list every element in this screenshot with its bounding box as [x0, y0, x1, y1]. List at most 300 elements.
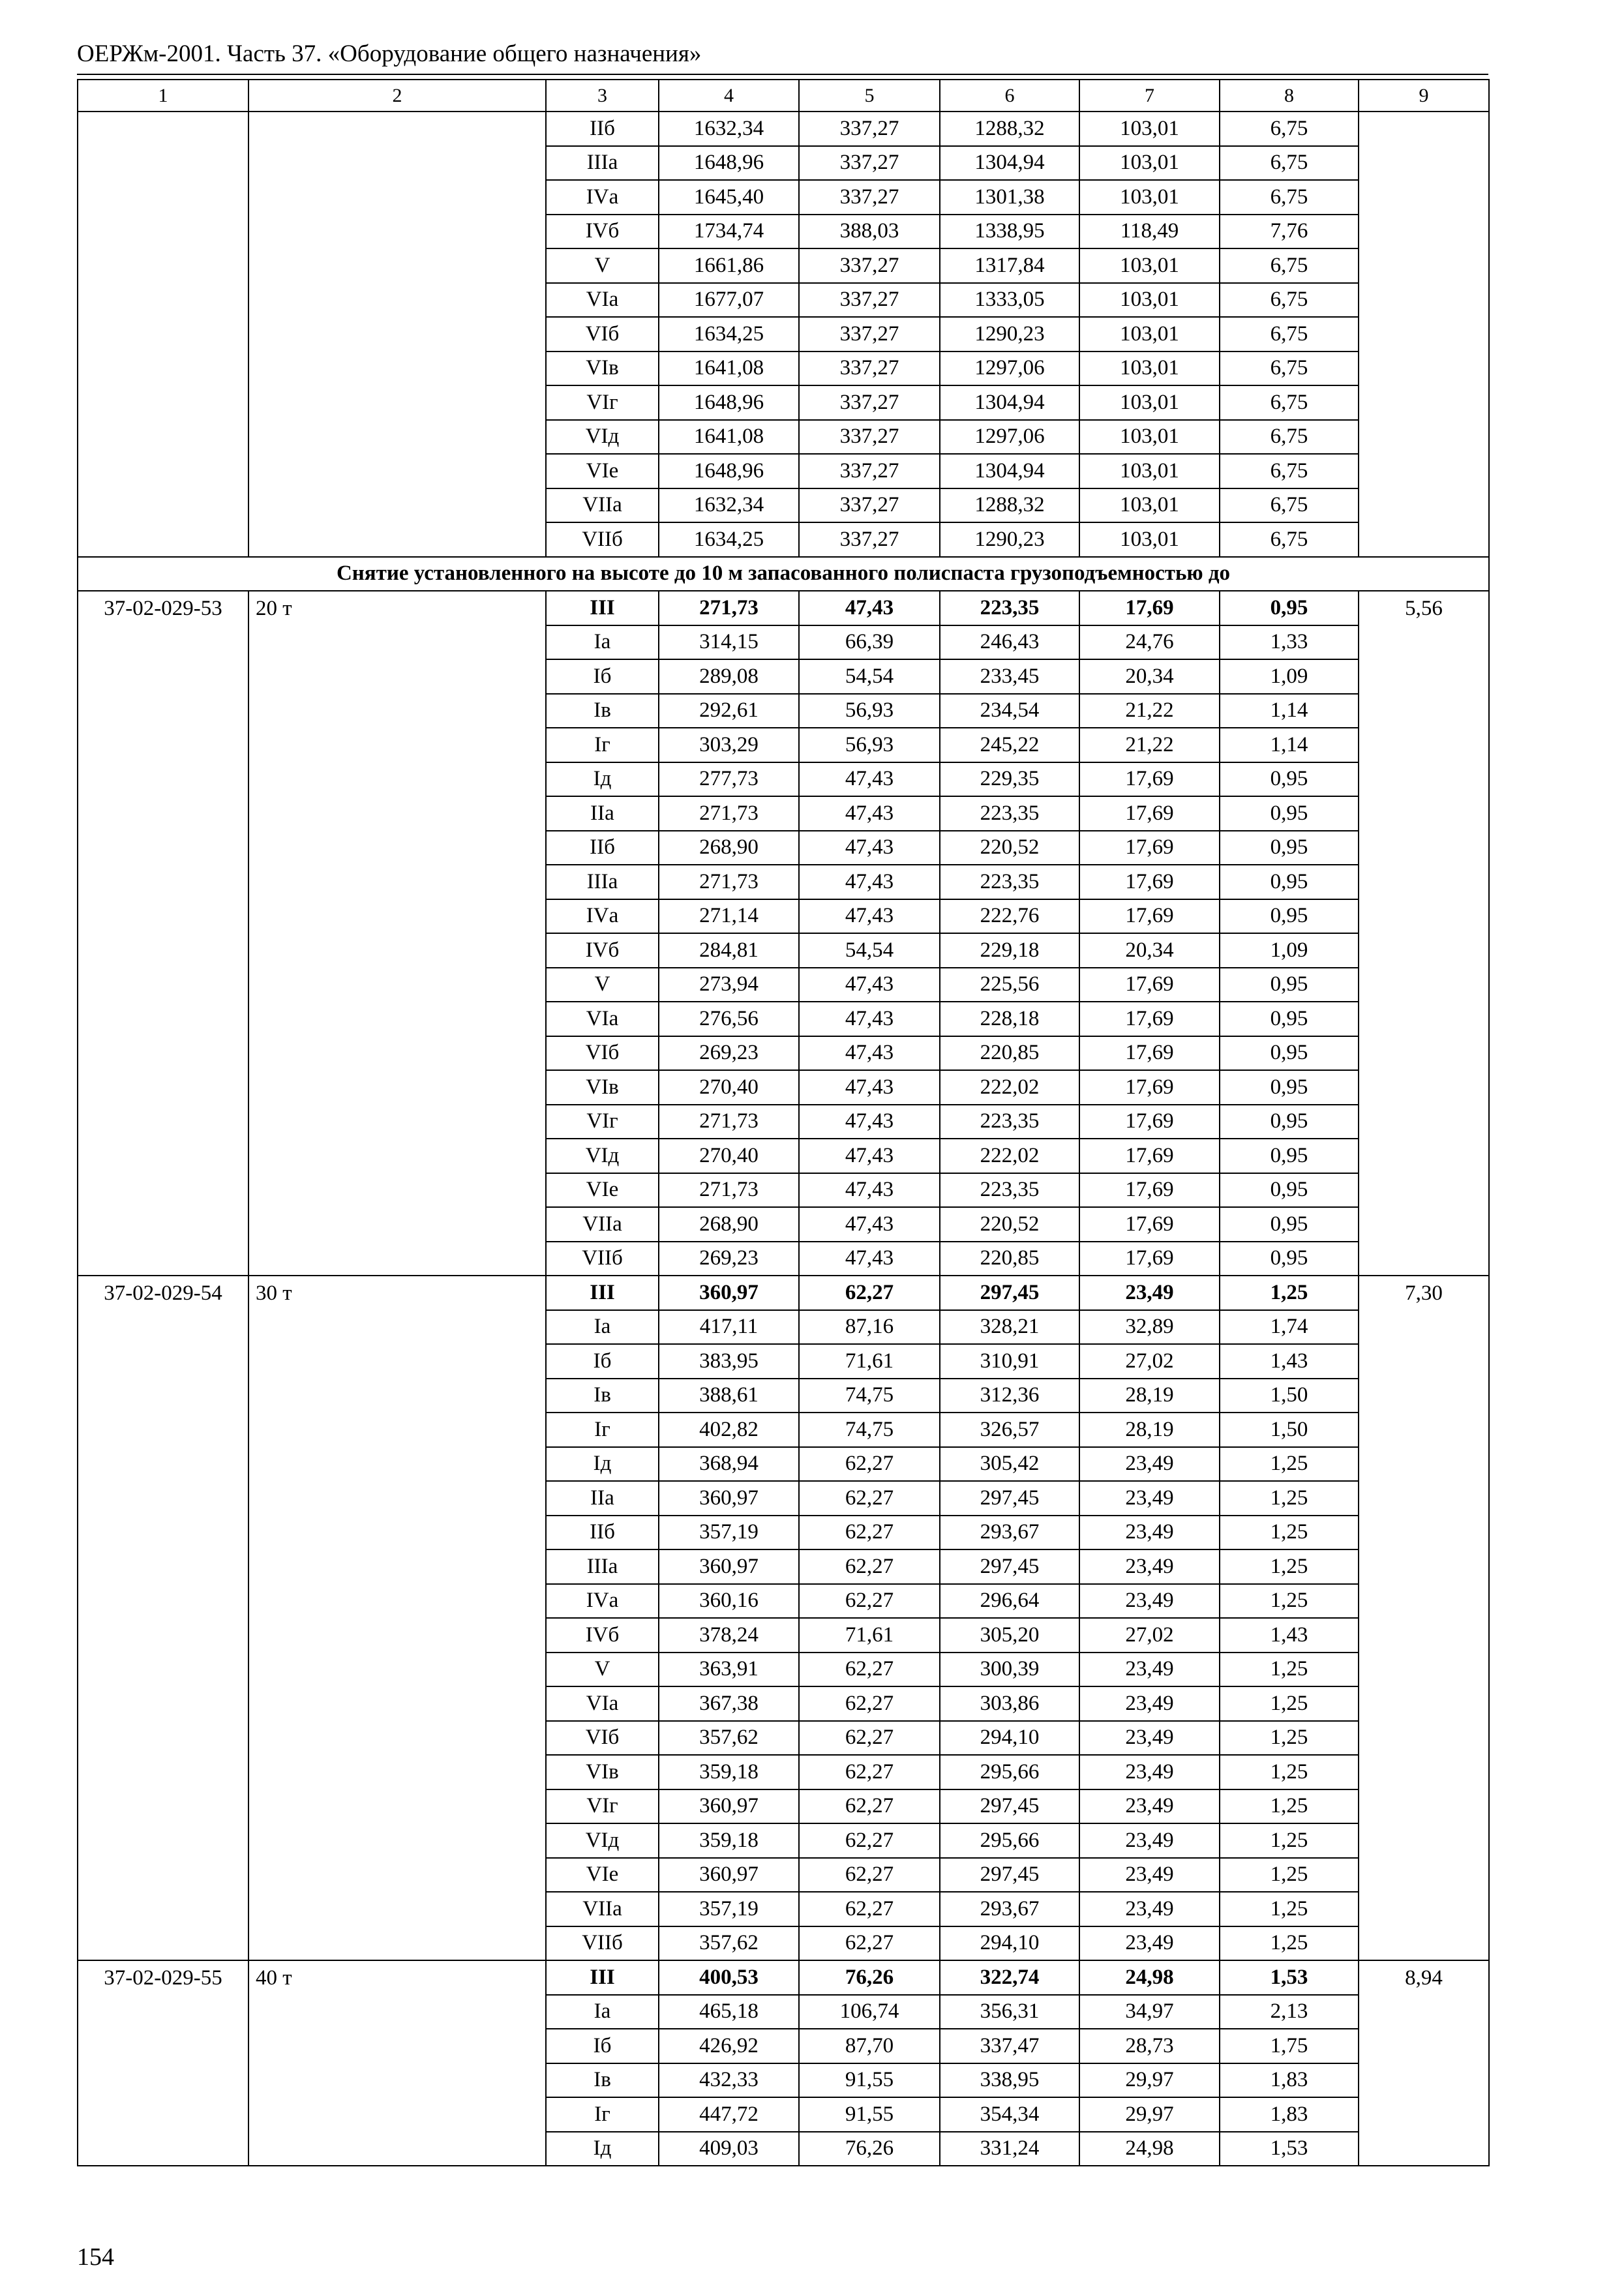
machines-cell: 331,24	[940, 2132, 1079, 2166]
wages-cell: 47,43	[799, 899, 940, 934]
machines-cell: 220,85	[940, 1242, 1079, 1276]
total-cost-cell: 276,56	[659, 1002, 799, 1036]
zone-cell: VIд	[546, 1139, 659, 1173]
total-cost-cell: 289,08	[659, 659, 799, 694]
machines-cell: 1288,32	[940, 112, 1079, 146]
wages-cell: 62,27	[799, 1755, 940, 1789]
zone-cell: IVб	[546, 933, 659, 968]
zone-cell: VIе	[546, 1173, 659, 1208]
table-row	[78, 1276, 1489, 1310]
wages-cell: 337,27	[799, 420, 940, 455]
operators-wages-cell: 17,69	[1079, 1036, 1220, 1071]
operators-wages-cell: 17,69	[1079, 1002, 1220, 1036]
total-cost-cell: 270,40	[659, 1070, 799, 1105]
total-cost-cell: 1734,74	[659, 215, 799, 249]
total-cost-cell: 1634,25	[659, 317, 799, 352]
column-number: 3	[546, 80, 659, 112]
machines-cell: 220,52	[940, 1207, 1079, 1242]
materials-cell: 1,25	[1220, 1481, 1359, 1516]
operators-wages-cell: 23,49	[1079, 1549, 1220, 1584]
materials-cell: 1,53	[1220, 2132, 1359, 2166]
materials-cell: 1,14	[1220, 694, 1359, 728]
operators-wages-cell: 118,49	[1079, 215, 1220, 249]
col9-cell	[1359, 112, 1489, 557]
operators-wages-cell: 17,69	[1079, 1207, 1220, 1242]
materials-cell: 0,95	[1220, 1242, 1359, 1276]
total-cost-cell: 284,81	[659, 933, 799, 968]
item-capacity: 20 т	[248, 591, 546, 1276]
operators-wages-cell: 23,49	[1079, 1447, 1220, 1482]
total-cost-cell: 269,23	[659, 1036, 799, 1071]
operators-wages-cell: 28,19	[1079, 1379, 1220, 1413]
machines-cell: 312,36	[940, 1379, 1079, 1413]
materials-cell: 1,25	[1220, 1789, 1359, 1824]
operators-wages-cell: 27,02	[1079, 1618, 1220, 1653]
machines-cell: 246,43	[940, 625, 1079, 660]
total-cost-cell: 409,03	[659, 2132, 799, 2166]
zone-cell: VIа	[546, 283, 659, 318]
operators-wages-cell: 17,69	[1079, 1139, 1220, 1173]
wages-cell: 87,16	[799, 1310, 940, 1345]
machines-cell: 1288,32	[940, 488, 1079, 523]
wages-cell: 47,43	[799, 591, 940, 625]
materials-cell: 1,25	[1220, 1858, 1359, 1893]
zone-cell: IIа	[546, 796, 659, 831]
zone-cell: VIг	[546, 1789, 659, 1824]
zone-cell: IIIа	[546, 1549, 659, 1584]
zone-cell: Iг	[546, 2097, 659, 2132]
wages-cell: 337,27	[799, 146, 940, 181]
total-cost-cell: 271,73	[659, 865, 799, 899]
materials-cell: 1,09	[1220, 933, 1359, 968]
materials-cell: 0,95	[1220, 796, 1359, 831]
materials-cell: 2,13	[1220, 1995, 1359, 2029]
wages-cell: 62,27	[799, 1516, 940, 1550]
total-cost-cell: 269,23	[659, 1242, 799, 1276]
machines-cell: 337,47	[940, 2029, 1079, 2063]
materials-cell: 1,14	[1220, 728, 1359, 762]
zone-cell: VIг	[546, 1105, 659, 1139]
machines-cell: 245,22	[940, 728, 1079, 762]
machines-cell: 1304,94	[940, 454, 1079, 488]
zone-cell: Iд	[546, 1447, 659, 1482]
materials-cell: 1,25	[1220, 1276, 1359, 1310]
operators-wages-cell: 23,49	[1079, 1755, 1220, 1789]
operators-wages-cell: 21,22	[1079, 694, 1220, 728]
machines-cell: 310,91	[940, 1344, 1079, 1379]
zone-cell: Iв	[546, 694, 659, 728]
wages-cell: 76,26	[799, 2132, 940, 2166]
machines-cell: 356,31	[940, 1995, 1079, 2029]
materials-cell: 0,95	[1220, 1173, 1359, 1208]
total-cost-cell: 1661,86	[659, 248, 799, 283]
section-title-row	[78, 557, 1489, 591]
wages-cell: 47,43	[799, 865, 940, 899]
column-number: 4	[659, 80, 799, 112]
wages-cell: 62,27	[799, 1892, 940, 1926]
item-col9: 8,94	[1359, 1960, 1489, 2166]
wages-cell: 388,03	[799, 215, 940, 249]
wages-cell: 337,27	[799, 522, 940, 557]
materials-cell: 1,43	[1220, 1344, 1359, 1379]
operators-wages-cell: 17,69	[1079, 968, 1220, 1002]
machines-cell: 294,10	[940, 1721, 1079, 1756]
materials-cell: 1,53	[1220, 1960, 1359, 1995]
machines-cell: 297,45	[940, 1276, 1079, 1310]
wages-cell: 62,27	[799, 1447, 940, 1482]
materials-cell: 6,75	[1220, 420, 1359, 455]
machines-cell: 234,54	[940, 694, 1079, 728]
machines-cell: 223,35	[940, 1173, 1079, 1208]
total-cost-cell: 271,73	[659, 591, 799, 625]
rates-table	[77, 79, 1490, 2166]
item-code: 37-02-029-55	[78, 1960, 248, 2166]
machines-cell: 296,64	[940, 1584, 1079, 1619]
operators-wages-cell: 29,97	[1079, 2097, 1220, 2132]
operators-wages-cell: 17,69	[1079, 899, 1220, 934]
total-cost-cell: 378,24	[659, 1618, 799, 1653]
name-cell	[248, 112, 546, 557]
table-body	[78, 80, 1489, 2166]
materials-cell: 6,75	[1220, 180, 1359, 215]
zone-cell: IIб	[546, 1516, 659, 1550]
machines-cell: 303,86	[940, 1686, 1079, 1721]
zone-cell: VIIа	[546, 1892, 659, 1926]
wages-cell: 66,39	[799, 625, 940, 660]
wages-cell: 337,27	[799, 112, 940, 146]
machines-cell: 297,45	[940, 1481, 1079, 1516]
machines-cell: 223,35	[940, 591, 1079, 625]
machines-cell: 220,52	[940, 831, 1079, 865]
wages-cell: 54,54	[799, 659, 940, 694]
wages-cell: 62,27	[799, 1926, 940, 1961]
materials-cell: 1,50	[1220, 1413, 1359, 1447]
wages-cell: 74,75	[799, 1413, 940, 1447]
zone-cell: Iд	[546, 762, 659, 797]
total-cost-cell: 268,90	[659, 1207, 799, 1242]
machines-cell: 1290,23	[940, 317, 1079, 352]
total-cost-cell: 1648,96	[659, 385, 799, 420]
zone-cell: VIа	[546, 1686, 659, 1721]
operators-wages-cell: 23,49	[1079, 1823, 1220, 1858]
item-code: 37-02-029-53	[78, 591, 248, 1276]
wages-cell: 337,27	[799, 180, 940, 215]
zone-cell: Iв	[546, 1379, 659, 1413]
page-number: 154	[77, 2243, 114, 2271]
zone-cell: IVа	[546, 899, 659, 934]
machines-cell: 1301,38	[940, 180, 1079, 215]
machines-cell: 322,74	[940, 1960, 1079, 1995]
code-cell	[78, 112, 248, 557]
materials-cell: 1,43	[1220, 1618, 1359, 1653]
column-number: 8	[1220, 80, 1359, 112]
operators-wages-cell: 23,49	[1079, 1926, 1220, 1961]
operators-wages-cell: 103,01	[1079, 112, 1220, 146]
materials-cell: 0,95	[1220, 865, 1359, 899]
column-number: 9	[1359, 80, 1489, 112]
total-cost-cell: 388,61	[659, 1379, 799, 1413]
operators-wages-cell: 23,49	[1079, 1584, 1220, 1619]
materials-cell: 6,75	[1220, 454, 1359, 488]
operators-wages-cell: 17,69	[1079, 1070, 1220, 1105]
zone-cell: VIIб	[546, 1242, 659, 1276]
zone-cell: Iа	[546, 625, 659, 660]
zone-cell: VIв	[546, 1755, 659, 1789]
operators-wages-cell: 23,49	[1079, 1721, 1220, 1756]
total-cost-cell: 368,94	[659, 1447, 799, 1482]
operators-wages-cell: 17,69	[1079, 1173, 1220, 1208]
materials-cell: 1,83	[1220, 2097, 1359, 2132]
zone-cell: Iг	[546, 728, 659, 762]
wages-cell: 62,27	[799, 1686, 940, 1721]
zone-cell: VIд	[546, 420, 659, 455]
wages-cell: 87,70	[799, 2029, 940, 2063]
materials-cell: 1,25	[1220, 1892, 1359, 1926]
zone-cell: VIIа	[546, 1207, 659, 1242]
materials-cell: 6,75	[1220, 112, 1359, 146]
operators-wages-cell: 24,98	[1079, 1960, 1220, 1995]
zone-cell: Iб	[546, 2029, 659, 2063]
wages-cell: 337,27	[799, 317, 940, 352]
zone-cell: VIIб	[546, 1926, 659, 1961]
item-capacity: 40 т	[248, 1960, 546, 2166]
wages-cell: 47,43	[799, 1173, 940, 1208]
materials-cell: 0,95	[1220, 1002, 1359, 1036]
machines-cell: 295,66	[940, 1823, 1079, 1858]
materials-cell: 6,75	[1220, 248, 1359, 283]
total-cost-cell: 360,97	[659, 1481, 799, 1516]
operators-wages-cell: 103,01	[1079, 317, 1220, 352]
wages-cell: 76,26	[799, 1960, 940, 1995]
zone-cell: IVа	[546, 1584, 659, 1619]
zone-cell: Iд	[546, 2132, 659, 2166]
total-cost-cell: 383,95	[659, 1344, 799, 1379]
zone-cell: VIв	[546, 352, 659, 386]
operators-wages-cell: 17,69	[1079, 1242, 1220, 1276]
total-cost-cell: 1641,08	[659, 420, 799, 455]
machines-cell: 297,45	[940, 1789, 1079, 1824]
machines-cell: 1297,06	[940, 420, 1079, 455]
wages-cell: 62,27	[799, 1823, 940, 1858]
zone-cell: Iв	[546, 2063, 659, 2098]
total-cost-cell: 363,91	[659, 1653, 799, 1687]
machines-cell: 222,02	[940, 1070, 1079, 1105]
materials-cell: 1,25	[1220, 1823, 1359, 1858]
materials-cell: 1,50	[1220, 1379, 1359, 1413]
machines-cell: 229,18	[940, 933, 1079, 968]
total-cost-cell: 447,72	[659, 2097, 799, 2132]
total-cost-cell: 359,18	[659, 1755, 799, 1789]
table-row	[78, 1960, 1489, 1995]
total-cost-cell: 360,97	[659, 1789, 799, 1824]
materials-cell: 1,33	[1220, 625, 1359, 660]
operators-wages-cell: 103,01	[1079, 180, 1220, 215]
zone-cell: III	[546, 1276, 659, 1310]
zone-cell: Iб	[546, 659, 659, 694]
total-cost-cell: 1632,34	[659, 112, 799, 146]
wages-cell: 337,27	[799, 248, 940, 283]
total-cost-cell: 1641,08	[659, 352, 799, 386]
operators-wages-cell: 17,69	[1079, 831, 1220, 865]
machines-cell: 1338,95	[940, 215, 1079, 249]
operators-wages-cell: 23,49	[1079, 1789, 1220, 1824]
total-cost-cell: 1648,96	[659, 146, 799, 181]
materials-cell: 6,75	[1220, 283, 1359, 318]
wages-cell: 47,43	[799, 1139, 940, 1173]
total-cost-cell: 303,29	[659, 728, 799, 762]
materials-cell: 0,95	[1220, 762, 1359, 797]
operators-wages-cell: 103,01	[1079, 522, 1220, 557]
machines-cell: 1317,84	[940, 248, 1079, 283]
wages-cell: 47,43	[799, 1105, 940, 1139]
wages-cell: 337,27	[799, 352, 940, 386]
wages-cell: 337,27	[799, 454, 940, 488]
operators-wages-cell: 103,01	[1079, 488, 1220, 523]
total-cost-cell: 360,97	[659, 1276, 799, 1310]
machines-cell: 1297,06	[940, 352, 1079, 386]
table-row	[78, 591, 1489, 625]
wages-cell: 74,75	[799, 1379, 940, 1413]
materials-cell: 0,95	[1220, 899, 1359, 934]
total-cost-cell: 426,92	[659, 2029, 799, 2063]
operators-wages-cell: 23,49	[1079, 1276, 1220, 1310]
materials-cell: 0,95	[1220, 1036, 1359, 1071]
zone-cell: Iа	[546, 1310, 659, 1345]
zone-cell: V	[546, 248, 659, 283]
materials-cell: 7,76	[1220, 215, 1359, 249]
operators-wages-cell: 103,01	[1079, 420, 1220, 455]
machines-cell: 297,45	[940, 1858, 1079, 1893]
wages-cell: 337,27	[799, 488, 940, 523]
machines-cell: 1290,23	[940, 522, 1079, 557]
operators-wages-cell: 23,49	[1079, 1892, 1220, 1926]
materials-cell: 0,95	[1220, 591, 1359, 625]
machines-cell: 300,39	[940, 1653, 1079, 1687]
machines-cell: 223,35	[940, 865, 1079, 899]
wages-cell: 337,27	[799, 385, 940, 420]
wages-cell: 47,43	[799, 1036, 940, 1071]
wages-cell: 47,43	[799, 796, 940, 831]
wages-cell: 337,27	[799, 283, 940, 318]
total-cost-cell: 402,82	[659, 1413, 799, 1447]
zone-cell: III	[546, 591, 659, 625]
total-cost-cell: 417,11	[659, 1310, 799, 1345]
operators-wages-cell: 24,98	[1079, 2132, 1220, 2166]
total-cost-cell: 1677,07	[659, 283, 799, 318]
materials-cell: 6,75	[1220, 352, 1359, 386]
wages-cell: 106,74	[799, 1995, 940, 2029]
materials-cell: 6,75	[1220, 488, 1359, 523]
total-cost-cell: 357,19	[659, 1516, 799, 1550]
materials-cell: 0,95	[1220, 1207, 1359, 1242]
total-cost-cell: 277,73	[659, 762, 799, 797]
operators-wages-cell: 103,01	[1079, 283, 1220, 318]
total-cost-cell: 1634,25	[659, 522, 799, 557]
column-number: 7	[1079, 80, 1220, 112]
operators-wages-cell: 17,69	[1079, 762, 1220, 797]
materials-cell: 6,75	[1220, 146, 1359, 181]
total-cost-cell: 432,33	[659, 2063, 799, 2098]
item-col9: 7,30	[1359, 1276, 1489, 1960]
wages-cell: 71,61	[799, 1618, 940, 1653]
section-title: Снятие установленного на высоте до 10 м запасованного полиспаста грузоподъемностью до	[78, 557, 1489, 591]
machines-cell: 222,76	[940, 899, 1079, 934]
operators-wages-cell: 29,97	[1079, 2063, 1220, 2098]
total-cost-cell: 465,18	[659, 1995, 799, 2029]
total-cost-cell: 357,19	[659, 1892, 799, 1926]
materials-cell: 1,25	[1220, 1653, 1359, 1687]
materials-cell: 1,25	[1220, 1584, 1359, 1619]
wages-cell: 47,43	[799, 831, 940, 865]
operators-wages-cell: 103,01	[1079, 146, 1220, 181]
zone-cell: III	[546, 1960, 659, 1995]
wages-cell: 62,27	[799, 1549, 940, 1584]
wages-cell: 47,43	[799, 1242, 940, 1276]
zone-cell: Iг	[546, 1413, 659, 1447]
wages-cell: 62,27	[799, 1276, 940, 1310]
zone-cell: IIIа	[546, 146, 659, 181]
table-row	[78, 112, 1489, 146]
materials-cell: 6,75	[1220, 385, 1359, 420]
total-cost-cell: 271,73	[659, 1105, 799, 1139]
operators-wages-cell: 23,49	[1079, 1481, 1220, 1516]
wages-cell: 62,27	[799, 1481, 940, 1516]
column-number: 5	[799, 80, 940, 112]
total-cost-cell: 1648,96	[659, 454, 799, 488]
machines-cell: 229,35	[940, 762, 1079, 797]
total-cost-cell: 360,16	[659, 1584, 799, 1619]
total-cost-cell: 292,61	[659, 694, 799, 728]
total-cost-cell: 360,97	[659, 1858, 799, 1893]
machines-cell: 223,35	[940, 1105, 1079, 1139]
total-cost-cell: 271,14	[659, 899, 799, 934]
zone-cell: Iб	[546, 1344, 659, 1379]
operators-wages-cell: 32,89	[1079, 1310, 1220, 1345]
zone-cell: VIб	[546, 1721, 659, 1756]
header-rule	[77, 74, 1488, 75]
operators-wages-cell: 20,34	[1079, 659, 1220, 694]
wages-cell: 56,93	[799, 728, 940, 762]
operators-wages-cell: 23,49	[1079, 1516, 1220, 1550]
zone-cell: IIб	[546, 112, 659, 146]
zone-cell: IVа	[546, 180, 659, 215]
zone-cell: Iа	[546, 1995, 659, 2029]
materials-cell: 1,25	[1220, 1686, 1359, 1721]
wages-cell: 62,27	[799, 1721, 940, 1756]
materials-cell: 1,25	[1220, 1926, 1359, 1961]
operators-wages-cell: 23,49	[1079, 1653, 1220, 1687]
machines-cell: 233,45	[940, 659, 1079, 694]
operators-wages-cell: 17,69	[1079, 796, 1220, 831]
wages-cell: 47,43	[799, 1070, 940, 1105]
total-cost-cell: 268,90	[659, 831, 799, 865]
operators-wages-cell: 21,22	[1079, 728, 1220, 762]
materials-cell: 1,74	[1220, 1310, 1359, 1345]
wages-cell: 56,93	[799, 694, 940, 728]
machines-cell: 225,56	[940, 968, 1079, 1002]
machines-cell: 220,85	[940, 1036, 1079, 1071]
machines-cell: 228,18	[940, 1002, 1079, 1036]
total-cost-cell: 270,40	[659, 1139, 799, 1173]
operators-wages-cell: 28,73	[1079, 2029, 1220, 2063]
materials-cell: 1,25	[1220, 1721, 1359, 1756]
wages-cell: 91,55	[799, 2063, 940, 2098]
machines-cell: 305,42	[940, 1447, 1079, 1482]
total-cost-cell: 1632,34	[659, 488, 799, 523]
zone-cell: VIе	[546, 1858, 659, 1893]
machines-cell: 1304,94	[940, 385, 1079, 420]
machines-cell: 328,21	[940, 1310, 1079, 1345]
